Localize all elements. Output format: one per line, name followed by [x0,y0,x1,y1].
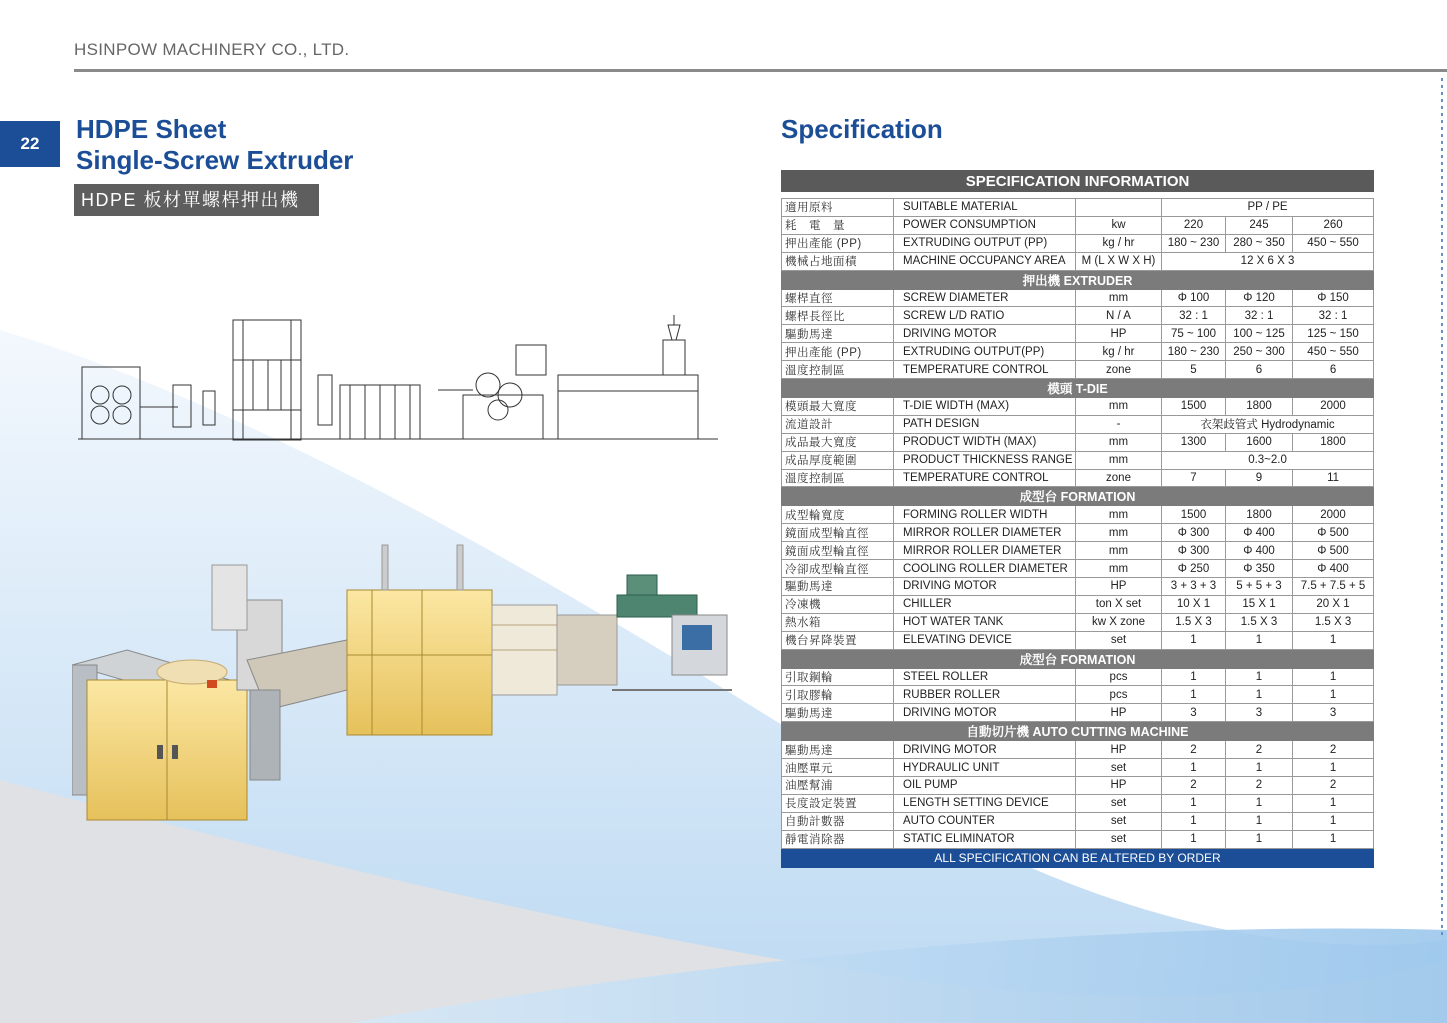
row-unit: mm [1076,560,1162,578]
table-row [782,595,1374,613]
row-value-3: 1 [1293,631,1374,649]
section-header-row [782,379,1374,398]
row-label-zh: 機台昇降裝置 [782,631,894,649]
row-label-zh: 成品最大寬度 [782,433,894,451]
chinese-subtitle: HDPE 板材單螺桿押出機 [74,184,319,216]
row-value-2: 32 : 1 [1226,307,1293,325]
table-row [782,542,1374,560]
row-value-1: Φ 250 [1162,560,1226,578]
row-unit: pcs [1076,668,1162,686]
row-label-zh: 冷卻成型輪直徑 [782,560,894,578]
row-label-zh: 押出產能 (PP) [782,234,894,252]
section-title: 成型台 FORMATION [782,649,1374,668]
row-value-1: 180 ~ 230 [1162,234,1226,252]
row-value-3: 1 [1293,668,1374,686]
row-unit: kw [1076,216,1162,234]
row-value-1: 1 [1162,668,1226,686]
row-label-en: ELEVATING DEVICE [894,631,1076,649]
row-label-en: OIL PUMP [894,777,1076,795]
header-divider [74,69,1447,72]
row-unit: mm [1076,524,1162,542]
table-row [782,361,1374,379]
specification-table [781,170,1374,868]
row-unit: HP [1076,325,1162,343]
row-value-3: 1 [1293,759,1374,777]
row-label-en: FORMING ROLLER WIDTH [894,506,1076,524]
row-value-2: 1 [1226,830,1293,848]
row-value-1: 75 ~ 100 [1162,325,1226,343]
row-value-2: 15 X 1 [1226,595,1293,613]
row-value-3: 32 : 1 [1293,307,1374,325]
row-value-1: 3 [1162,704,1226,722]
row-label-zh: 溫度控制區 [782,361,894,379]
row-label-en: COOLING ROLLER DIAMETER [894,560,1076,578]
row-unit: set [1076,794,1162,812]
row-label-en: T-DIE WIDTH (MAX) [894,398,1076,416]
row-label-en: HYDRAULIC UNIT [894,759,1076,777]
row-value-2: 1800 [1226,398,1293,416]
section-header-row [782,487,1374,506]
section-header-row [782,722,1374,741]
section-header-row [782,270,1374,289]
row-label-en: EXTRUDING OUTPUT(PP) [894,343,1076,361]
row-value-2: 1600 [1226,433,1293,451]
row-value-3: 6 [1293,361,1374,379]
row-value-2: 250 ~ 300 [1226,343,1293,361]
row-label-zh: 引取膠輪 [782,686,894,704]
row-value-2: 6 [1226,361,1293,379]
row-value-3: 1.5 X 3 [1293,613,1374,631]
row-label-en: HOT WATER TANK [894,613,1076,631]
row-value-3: 1 [1293,686,1374,704]
row-value-1: 1 [1162,686,1226,704]
machine-line-photo [72,540,742,840]
row-unit: mm [1076,289,1162,307]
row-label-zh: 長度設定裝置 [782,794,894,812]
title-line-2: Single-Screw Extruder [76,145,354,175]
row-value-1: 1 [1162,830,1226,848]
row-label-zh: 押出產能 (PP) [782,343,894,361]
row-label-zh: 耗 電 量 [782,216,894,234]
row-unit: mm [1076,542,1162,560]
row-label-en: SCREW DIAMETER [894,289,1076,307]
row-value-3: 1800 [1293,433,1374,451]
row-value-1: 1 [1162,631,1226,649]
row-label-en: STEEL ROLLER [894,668,1076,686]
row-value-2: 9 [1226,469,1293,487]
section-title: 成型台 FORMATION [782,487,1374,506]
row-unit: N / A [1076,307,1162,325]
machine-line-drawing [78,315,718,445]
table-row [782,741,1374,759]
row-value-merged: 0.3~2.0 [1162,451,1374,469]
table-row [782,578,1374,596]
table-row [782,506,1374,524]
row-label-zh: 驅動馬達 [782,325,894,343]
row-label-en: PATH DESIGN [894,415,1076,433]
row-value-3: Φ 150 [1293,289,1374,307]
row-value-2: 1 [1226,631,1293,649]
row-value-2: 2 [1226,741,1293,759]
row-unit: zone [1076,469,1162,487]
row-label-en: PRODUCT THICKNESS RANGE [894,451,1076,469]
row-value-3: 260 [1293,216,1374,234]
row-value-1: 1 [1162,794,1226,812]
table-row [782,631,1374,649]
row-value-1: 1 [1162,812,1226,830]
row-value-2: 100 ~ 125 [1226,325,1293,343]
table-footer-note: ALL SPECIFICATION CAN BE ALTERED BY ORDER [782,848,1374,867]
row-unit: kg / hr [1076,234,1162,252]
row-unit [1076,199,1162,217]
row-label-zh: 流道設計 [782,415,894,433]
row-label-en: MIRROR ROLLER DIAMETER [894,524,1076,542]
row-unit: set [1076,631,1162,649]
row-value-1: 1300 [1162,433,1226,451]
row-label-zh: 機械占地面積 [782,252,894,270]
row-value-1: Φ 100 [1162,289,1226,307]
row-value-1: 1.5 X 3 [1162,613,1226,631]
row-label-en: DRIVING MOTOR [894,325,1076,343]
row-unit: HP [1076,777,1162,795]
table-row [782,216,1374,234]
table-row [782,433,1374,451]
row-value-2: 2 [1226,777,1293,795]
table-row [782,469,1374,487]
table-row [782,252,1374,270]
table-row [782,398,1374,416]
row-label-zh: 驅動馬達 [782,704,894,722]
table-row [782,668,1374,686]
section-title: 自動切片機 AUTO CUTTING MACHINE [782,722,1374,741]
row-unit: mm [1076,433,1162,451]
row-unit: kw X zone [1076,613,1162,631]
row-value-2: 5 + 5 + 3 [1226,578,1293,596]
row-value-3: 7.5 + 7.5 + 5 [1293,578,1374,596]
row-unit: ton X set [1076,595,1162,613]
row-label-zh: 冷凍機 [782,595,894,613]
row-value-3: 1 [1293,794,1374,812]
row-label-en: RUBBER ROLLER [894,686,1076,704]
row-unit: pcs [1076,686,1162,704]
row-value-2: 280 ~ 350 [1226,234,1293,252]
row-label-en: PRODUCT WIDTH (MAX) [894,433,1076,451]
page-number: 22 [0,121,60,167]
table-row [782,343,1374,361]
table-row [782,307,1374,325]
row-value-2: 1 [1226,812,1293,830]
row-label-zh: 螺桿直徑 [782,289,894,307]
row-value-1: Φ 300 [1162,542,1226,560]
row-value-2: 1 [1226,668,1293,686]
row-label-zh: 溫度控制區 [782,469,894,487]
row-unit: HP [1076,704,1162,722]
row-label-zh: 自動計數器 [782,812,894,830]
row-label-en: SCREW L/D RATIO [894,307,1076,325]
row-value-2: Φ 400 [1226,524,1293,542]
row-label-en: POWER CONSUMPTION [894,216,1076,234]
row-value-merged: 衣架歧管式 Hydrodynamic [1162,415,1374,433]
row-label-zh: 鏡面成型輪直徑 [782,542,894,560]
row-value-1: 2 [1162,741,1226,759]
row-label-zh: 油壓幫浦 [782,777,894,795]
row-unit: HP [1076,578,1162,596]
row-value-1: 10 X 1 [1162,595,1226,613]
row-value-1: 220 [1162,216,1226,234]
row-value-1: 7 [1162,469,1226,487]
table-row [782,199,1374,217]
row-value-merged: 12 X 6 X 3 [1162,252,1374,270]
row-value-1: Φ 300 [1162,524,1226,542]
table-row [782,415,1374,433]
row-value-1: 1 [1162,759,1226,777]
row-label-zh: 成品厚度範圍 [782,451,894,469]
row-value-3: 450 ~ 550 [1293,343,1374,361]
row-label-zh: 適用原料 [782,199,894,217]
row-unit: - [1076,415,1162,433]
row-value-3: 2 [1293,741,1374,759]
row-value-2: 1 [1226,686,1293,704]
row-label-en: EXTRUDING OUTPUT (PP) [894,234,1076,252]
title-line-1: HDPE Sheet [76,114,227,144]
row-value-3: 2000 [1293,506,1374,524]
specification-heading: Specification [781,114,943,144]
table-row [782,325,1374,343]
row-unit: mm [1076,398,1162,416]
row-value-2: Φ 350 [1226,560,1293,578]
row-value-3: Φ 400 [1293,560,1374,578]
row-value-3: 450 ~ 550 [1293,234,1374,252]
row-value-3: 20 X 1 [1293,595,1374,613]
row-value-3: 2000 [1293,398,1374,416]
row-unit: HP [1076,741,1162,759]
row-label-zh: 靜電消除器 [782,830,894,848]
row-value-1: 1500 [1162,398,1226,416]
table-row [782,234,1374,252]
row-label-en: TEMPERATURE CONTROL [894,361,1076,379]
row-unit: mm [1076,451,1162,469]
row-label-zh: 驅動馬達 [782,578,894,596]
row-label-zh: 成型輪寬度 [782,506,894,524]
row-unit: M (L X W X H) [1076,252,1162,270]
row-value-1: 5 [1162,361,1226,379]
row-unit: set [1076,830,1162,848]
row-label-en: MIRROR ROLLER DIAMETER [894,542,1076,560]
row-value-2: 1800 [1226,506,1293,524]
page-edge-dashes [1441,78,1443,938]
row-value-1: 32 : 1 [1162,307,1226,325]
table-row [782,794,1374,812]
row-label-en: DRIVING MOTOR [894,578,1076,596]
row-value-3: 2 [1293,777,1374,795]
row-label-zh: 驅動馬達 [782,741,894,759]
row-unit: set [1076,812,1162,830]
row-value-2: 1 [1226,759,1293,777]
section-header-row [782,649,1374,668]
table-spacer [782,192,1374,199]
section-title: 押出機 EXTRUDER [782,270,1374,289]
table-row [782,686,1374,704]
row-label-en: STATIC ELIMINATOR [894,830,1076,848]
row-unit: mm [1076,506,1162,524]
row-value-3: 3 [1293,704,1374,722]
row-value-3: 1 [1293,830,1374,848]
row-value-1: 2 [1162,777,1226,795]
table-row [782,830,1374,848]
row-value-3: 125 ~ 150 [1293,325,1374,343]
row-label-zh: 油壓單元 [782,759,894,777]
row-label-zh: 螺桿長徑比 [782,307,894,325]
row-unit: kg / hr [1076,343,1162,361]
row-label-en: DRIVING MOTOR [894,704,1076,722]
row-value-2: Φ 120 [1226,289,1293,307]
row-label-zh: 鏡面成型輪直徑 [782,524,894,542]
row-value-2: Φ 400 [1226,542,1293,560]
row-value-3: 1 [1293,812,1374,830]
row-label-en: AUTO COUNTER [894,812,1076,830]
row-value-3: Φ 500 [1293,542,1374,560]
row-label-en: DRIVING MOTOR [894,741,1076,759]
row-unit: zone [1076,361,1162,379]
row-label-en: CHILLER [894,595,1076,613]
table-row [782,759,1374,777]
row-label-zh: 熱水箱 [782,613,894,631]
table-row [782,289,1374,307]
row-unit: set [1076,759,1162,777]
company-name: HSINPOW MACHINERY CO., LTD. [74,40,350,59]
row-value-2: 245 [1226,216,1293,234]
table-row [782,812,1374,830]
row-value-merged: PP / PE [1162,199,1374,217]
row-label-zh: 模頭最大寬度 [782,398,894,416]
section-title: 模頭 T-DIE [782,379,1374,398]
table-title: SPECIFICATION INFORMATION [782,171,1374,192]
row-label-en: MACHINE OCCUPANCY AREA [894,252,1076,270]
row-label-en: SUITABLE MATERIAL [894,199,1076,217]
row-value-2: 1 [1226,794,1293,812]
table-footer-row [782,848,1374,867]
table-row [782,777,1374,795]
table-title-row [782,171,1374,192]
page-title [76,114,353,176]
row-value-2: 1.5 X 3 [1226,613,1293,631]
row-value-1: 3 + 3 + 3 [1162,578,1226,596]
row-value-1: 180 ~ 230 [1162,343,1226,361]
table-row [782,524,1374,542]
row-value-3: 11 [1293,469,1374,487]
row-value-1: 1500 [1162,506,1226,524]
row-label-zh: 引取鋼輪 [782,668,894,686]
table-row [782,613,1374,631]
row-value-3: Φ 500 [1293,524,1374,542]
table-row [782,451,1374,469]
table-row [782,704,1374,722]
row-label-en: LENGTH SETTING DEVICE [894,794,1076,812]
row-value-2: 3 [1226,704,1293,722]
row-label-en: TEMPERATURE CONTROL [894,469,1076,487]
table-row [782,560,1374,578]
